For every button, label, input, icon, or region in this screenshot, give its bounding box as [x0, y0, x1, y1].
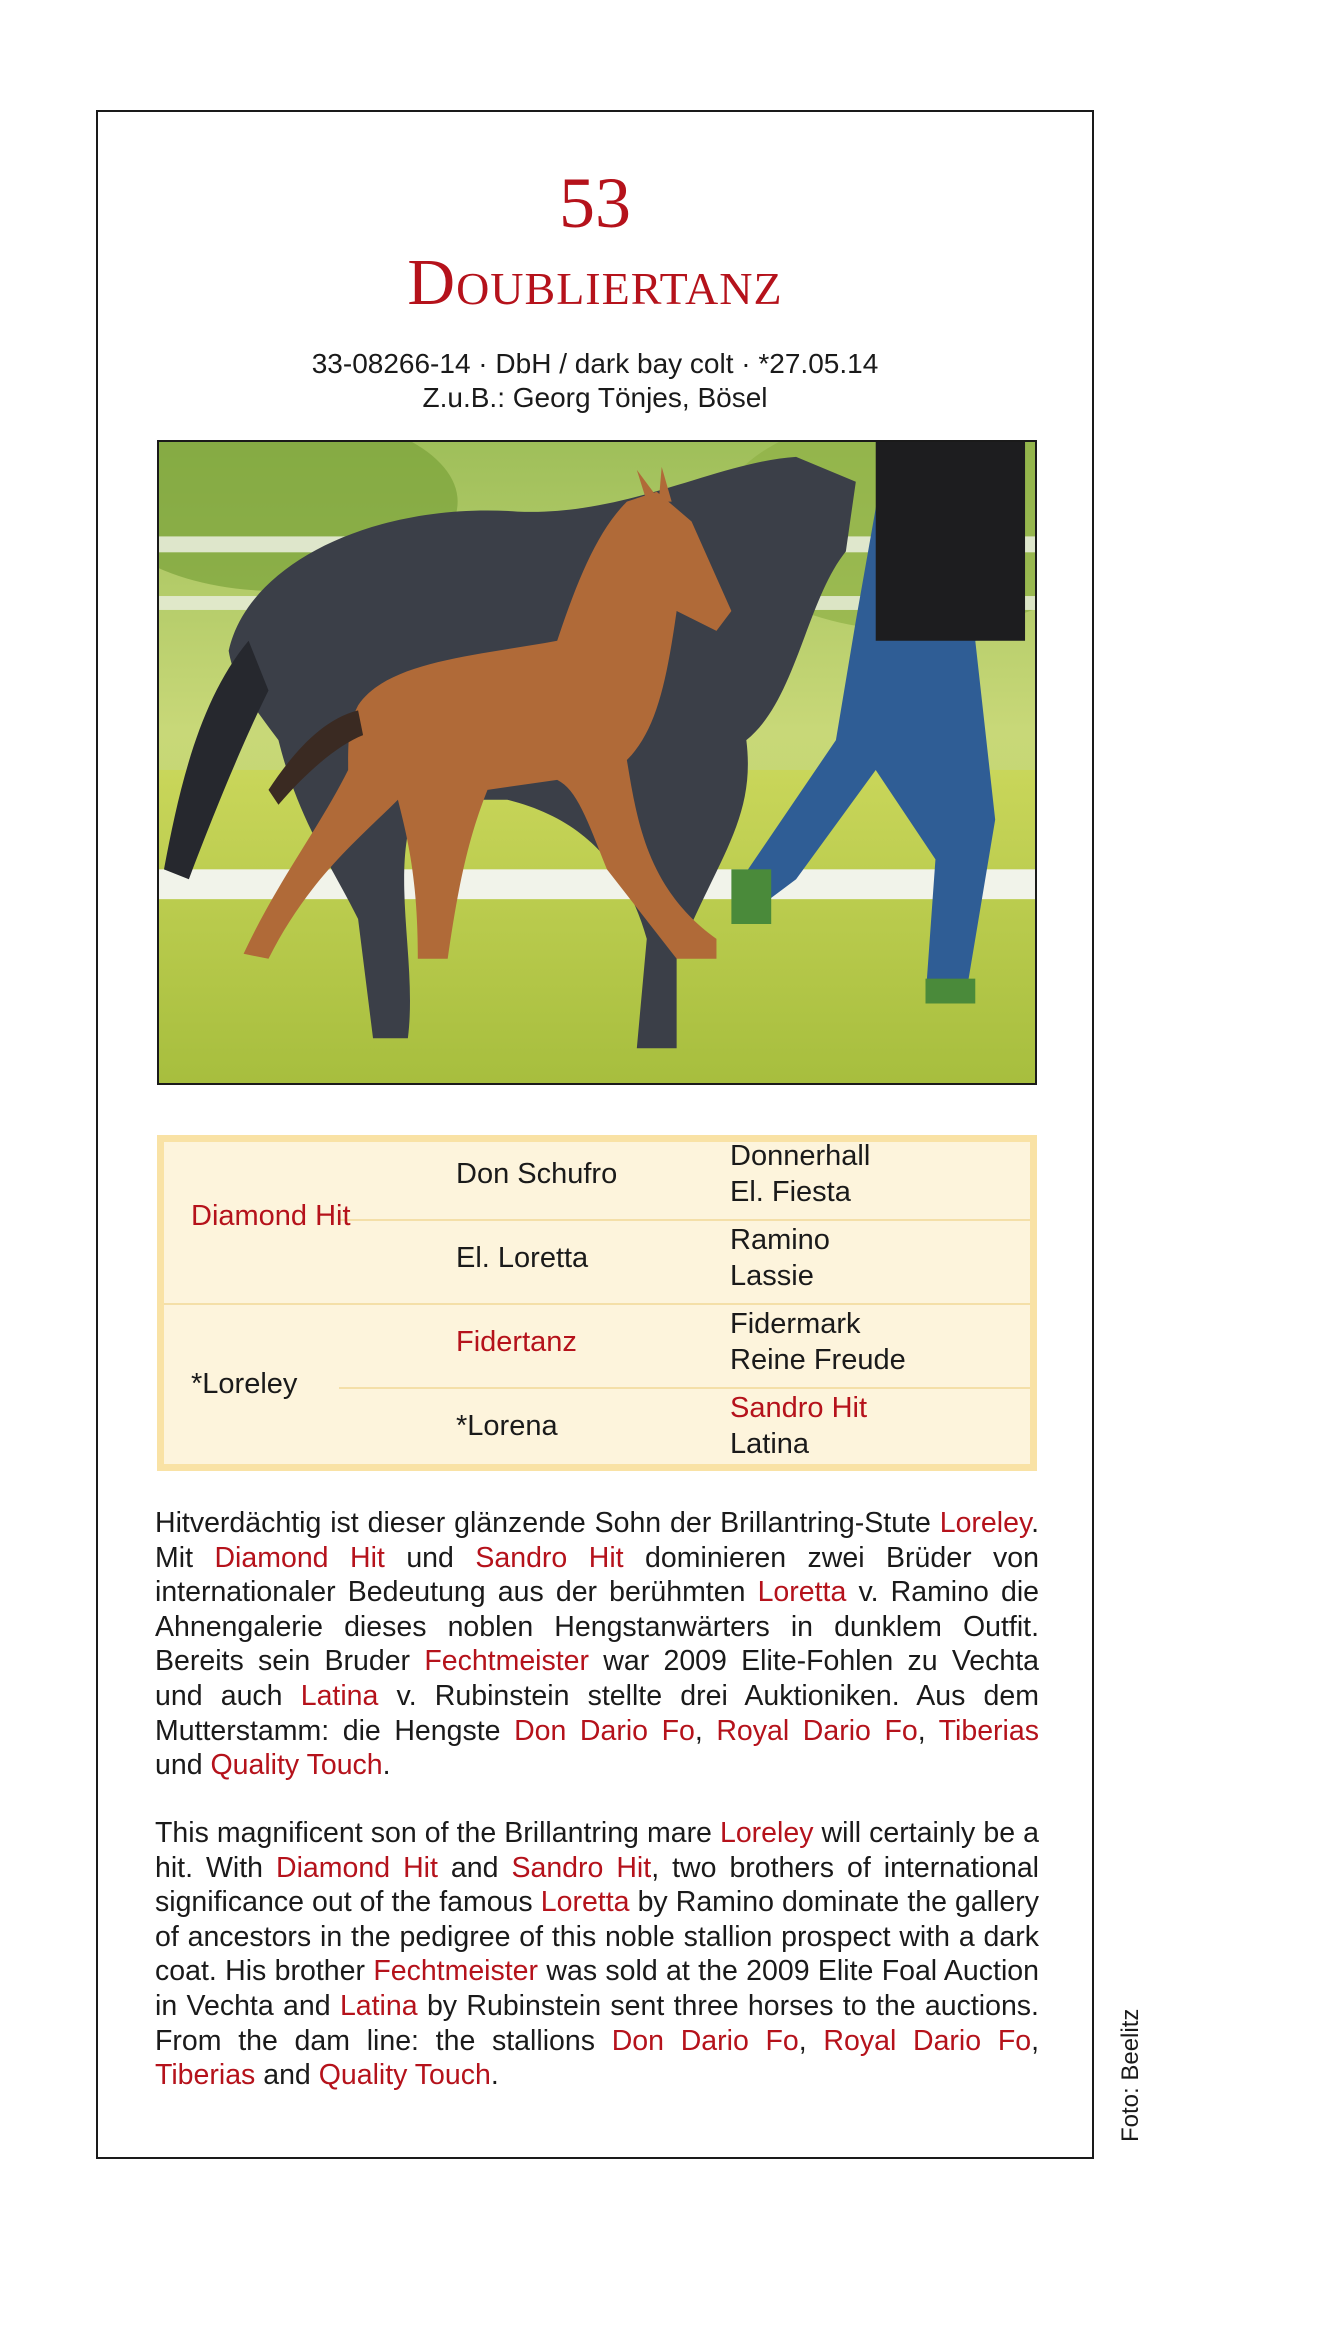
pedigree-table — [157, 1135, 1037, 1471]
pedigree-sss: Donnerhall — [730, 1140, 871, 1172]
description-english: This magnificent son of the Brillantring mare Loreley will certainly be a hit. With Diamond Hit and Sandro Hit, two brothers of international significance out of the famous Loretta by Ramino dominate the gallery of ancestors in the pedigree of this noble stallion prospect with a dark coat. His brother Fechtmeister was sold at the 2009 Elite Foal Auction in Vechta and Latina by Rubinstein sent three horses to the auctions. From the dam line: the stallions Don Dario Fo, Royal Dario Fo, Tiberias and Quality Touch. — [155, 1817, 1040, 2092]
horse-photo — [157, 440, 1037, 1085]
pedigree-dsd: Reine Freude — [730, 1344, 906, 1376]
breeder-line: Z.u.B.: Georg Tönjes, Bösel — [422, 382, 768, 413]
pedigree-divider — [339, 1219, 1030, 1221]
pedigree-ddd: Latina — [730, 1428, 810, 1460]
pedigree-dds: Sandro Hit — [730, 1392, 868, 1424]
pedigree-dam-sire: Fidertanz — [456, 1326, 577, 1358]
pedigree-sire-dam: El. Loretta — [456, 1242, 589, 1274]
description-german: Hitverdächtig ist dieser glänzende Sohn der Brillantring-Stute Loreley. Mit Diamond Hit und Sandro Hit dominieren zwei Brüder von internationaler Bedeutung aus der berühmten Loretta v. Ramino die Ahnengalerie dieses noblen Hengstanwärters in dunklem Outfit. Bereits sein Bruder Fechtmeister war 2009 Elite-Fohlen zu Vechta und auch Latina v. Rubinstein stellte drei Auktioniken. Aus dem Mutterstamm: die Hengste Don Dario Fo, Royal Dario Fo, Tiberias und Quality Touch. — [155, 1507, 1040, 1782]
pedigree-divider — [164, 1303, 1030, 1305]
pedigree-dam-dam: *Lorena — [456, 1410, 558, 1442]
lot-number: 53 — [559, 163, 631, 243]
horse-details: 33-08266-14 · DbH / dark bay colt · *27.05.14 — [311, 348, 879, 379]
pedigree-divider — [339, 1387, 1030, 1389]
pedigree-dss: Fidermark — [730, 1308, 861, 1340]
pedigree-ssd: El. Fiesta — [730, 1176, 851, 1208]
catalog-card — [96, 110, 1094, 2159]
pedigree-sds: Ramino — [730, 1224, 830, 1256]
pedigree-sire-sire: Don Schufro — [456, 1158, 618, 1190]
pedigree-sdd: Lassie — [730, 1260, 814, 1292]
photo-credit: Foto: Beelitz — [1117, 2008, 1144, 2142]
pedigree-sire: Diamond Hit — [191, 1200, 351, 1232]
horse-name: Doubliertanz — [407, 246, 783, 319]
pedigree-dam: *Loreley — [191, 1368, 298, 1400]
